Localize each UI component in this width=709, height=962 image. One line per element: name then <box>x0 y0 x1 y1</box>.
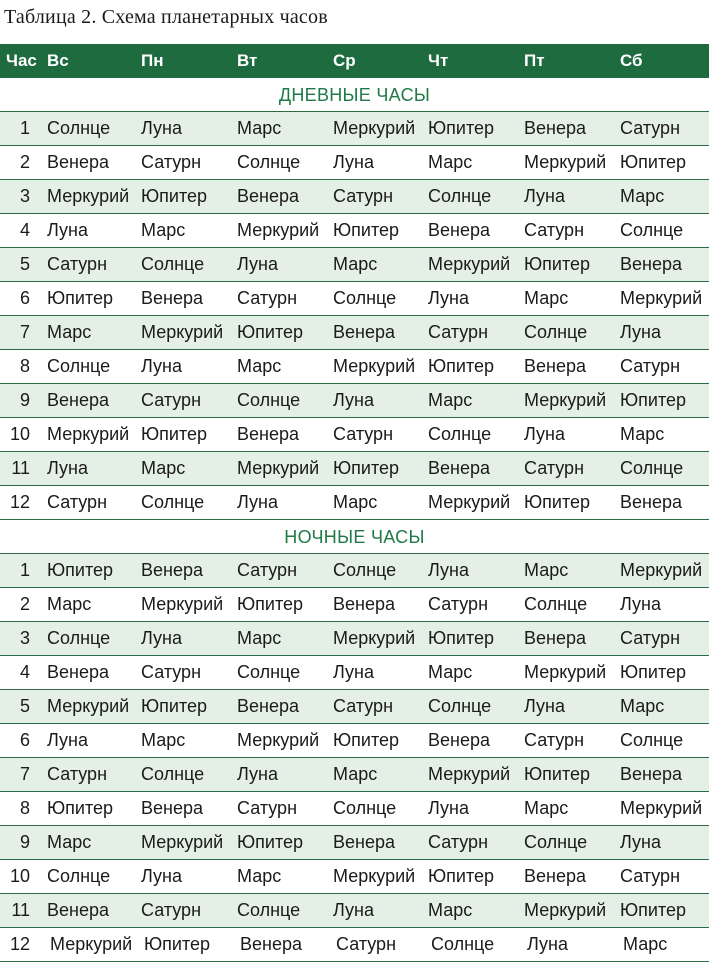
planet-cell: Солнце <box>524 594 588 614</box>
planet-cell: Сатурн <box>620 628 681 648</box>
planet-cell: Марс <box>524 288 569 308</box>
planet-cell: Марс <box>333 492 378 512</box>
planet-cell: Сатурн <box>141 900 202 920</box>
hour-number-cell: 11 <box>11 900 30 920</box>
table-row <box>0 350 709 384</box>
planet-cell: Луна <box>333 900 374 920</box>
planet-cell: Юпитер <box>144 934 211 954</box>
planet-cell: Марс <box>237 628 282 648</box>
planet-cell: Сатурн <box>333 186 394 206</box>
planet-cell: Марс <box>47 832 92 852</box>
planet-cell: Марс <box>237 356 282 376</box>
planet-cell: Солнце <box>524 832 588 852</box>
planet-cell: Солнце <box>620 458 684 478</box>
planet-cell: Венера <box>524 628 586 648</box>
hour-number-cell: 12 <box>9 934 30 954</box>
planet-cell: Луна <box>237 492 278 512</box>
planet-cell: Меркурий <box>141 594 224 614</box>
planet-cell: Меркурий <box>333 866 416 886</box>
planet-cell: Венера <box>47 152 109 172</box>
planet-cell: Венера <box>237 424 299 444</box>
hour-number-cell: 4 <box>19 662 30 682</box>
planet-cell: Юпитер <box>333 220 400 240</box>
planet-cell: Луна <box>524 424 565 444</box>
header-cell-sat: Сб <box>620 51 643 70</box>
planet-cell: Меркурий <box>333 356 416 376</box>
planet-cell: Марс <box>524 798 569 818</box>
planet-cell: Венера <box>428 220 490 240</box>
planet-cell: Солнце <box>47 866 111 886</box>
planet-cell: Луна <box>141 356 182 376</box>
planet-cell: Солнце <box>428 424 492 444</box>
planet-cell: Марс <box>237 118 282 138</box>
planet-cell: Луна <box>620 322 661 342</box>
planet-cell: Юпитер <box>237 594 304 614</box>
planet-cell: Меркурий <box>237 458 320 478</box>
planet-cell: Венера <box>333 322 395 342</box>
planet-cell: Луна <box>428 288 469 308</box>
planet-cell: Сатурн <box>237 798 298 818</box>
table-row <box>0 588 709 622</box>
planet-cell: Марс <box>333 764 378 784</box>
section-label: НОЧНЫЕ ЧАСЫ <box>284 527 425 547</box>
planet-cell: Венера <box>620 764 682 784</box>
planet-cell: Венера <box>47 390 109 410</box>
planet-cell: Меркурий <box>524 152 607 172</box>
planet-cell: Юпитер <box>620 662 687 682</box>
planet-cell: Меркурий <box>620 798 703 818</box>
planet-cell: Меркурий <box>333 118 416 138</box>
planet-cell: Юпитер <box>237 832 304 852</box>
planet-cell: Сатурн <box>524 458 585 478</box>
table-row <box>0 452 709 486</box>
hour-number-cell: 7 <box>19 764 30 784</box>
planet-cell: Меркурий <box>333 628 416 648</box>
planet-cell: Луна <box>141 118 182 138</box>
planet-cell: Луна <box>428 560 469 580</box>
planet-cell: Луна <box>428 798 469 818</box>
planet-cell: Меркурий <box>141 832 224 852</box>
planet-cell: Венера <box>620 492 682 512</box>
table-row <box>0 792 709 826</box>
planet-cell: Меркурий <box>237 220 320 240</box>
hour-number-cell: 10 <box>9 424 30 444</box>
hour-number-cell: 5 <box>19 696 30 716</box>
planet-cell: Юпитер <box>524 492 591 512</box>
planet-cell: Сатурн <box>141 390 202 410</box>
section-header-row <box>0 520 709 554</box>
planet-cell: Сатурн <box>524 730 585 750</box>
planet-cell: Солнце <box>237 662 301 682</box>
hour-number-cell: 12 <box>9 492 30 512</box>
planet-cell: Юпитер <box>524 254 591 274</box>
planet-cell: Юпитер <box>620 900 687 920</box>
planet-cell: Юпитер <box>428 866 495 886</box>
planet-cell: Сатурн <box>141 662 202 682</box>
planet-cell: Юпитер <box>620 152 687 172</box>
hour-number-cell: 5 <box>19 254 30 274</box>
table-body <box>0 78 709 962</box>
header-cell-hour: Час <box>6 51 37 70</box>
planet-cell: Солнце <box>333 560 397 580</box>
table-row <box>0 622 709 656</box>
planet-cell: Меркурий <box>524 662 607 682</box>
planet-cell: Марс <box>47 322 92 342</box>
planet-cell: Сатурн <box>524 220 585 240</box>
section-header-row <box>0 78 709 112</box>
planet-cell: Сатурн <box>47 254 108 274</box>
planet-cell: Луна <box>620 594 661 614</box>
table-row <box>0 180 709 214</box>
hour-number-cell: 11 <box>11 458 30 478</box>
header-cell-wed: Ср <box>333 51 356 70</box>
table-row <box>0 316 709 350</box>
planet-cell: Сатурн <box>237 560 298 580</box>
planet-cell: Марс <box>237 866 282 886</box>
planet-cell: Меркурий <box>524 390 607 410</box>
header-cell-fri: Пт <box>524 51 545 70</box>
planet-cell: Солнце <box>333 798 397 818</box>
planet-cell: Солнце <box>237 390 301 410</box>
planet-cell: Марс <box>428 152 473 172</box>
planet-cell: Сатурн <box>428 594 489 614</box>
table-row <box>0 384 709 418</box>
planet-cell: Венера <box>237 696 299 716</box>
hour-number-cell: 7 <box>19 322 30 342</box>
planet-cell: Марс <box>623 934 668 954</box>
table-row <box>0 248 709 282</box>
table-title: Таблица 2. Схема планетарных часов <box>4 6 328 28</box>
planet-cell: Сатурн <box>620 866 681 886</box>
planet-cell: Сатурн <box>237 288 298 308</box>
planet-cell: Меркурий <box>50 934 133 954</box>
planet-cell: Луна <box>141 866 182 886</box>
planet-cell: Меркурий <box>47 696 130 716</box>
hour-number-cell: 9 <box>19 390 30 410</box>
planet-cell: Луна <box>527 934 568 954</box>
planet-cell: Луна <box>47 458 88 478</box>
table-row <box>0 758 709 792</box>
planet-cell: Юпитер <box>333 730 400 750</box>
planet-cell: Сатурн <box>428 322 489 342</box>
planet-cell: Солнце <box>333 288 397 308</box>
planet-cell: Солнце <box>237 900 301 920</box>
planet-cell: Солнце <box>524 322 588 342</box>
planet-cell: Солнце <box>237 152 301 172</box>
planet-cell: Венера <box>524 356 586 376</box>
planet-cell: Солнце <box>428 696 492 716</box>
planet-cell: Венера <box>428 730 490 750</box>
planetary-hours-table <box>0 44 709 962</box>
planet-cell: Юпитер <box>428 118 495 138</box>
hour-number-cell: 10 <box>9 866 30 886</box>
table-row <box>0 826 709 860</box>
planet-cell: Меркурий <box>620 560 703 580</box>
planet-cell: Юпитер <box>620 390 687 410</box>
planet-cell: Юпитер <box>524 764 591 784</box>
planet-cell: Луна <box>141 628 182 648</box>
hour-number-cell: 9 <box>19 832 30 852</box>
planet-cell: Юпитер <box>47 288 114 308</box>
planet-cell: Юпитер <box>141 424 208 444</box>
hour-number-cell: 6 <box>19 730 30 750</box>
hour-number-cell: 1 <box>19 118 30 138</box>
table-row <box>0 724 709 758</box>
planet-cell: Марс <box>428 662 473 682</box>
planet-cell: Марс <box>428 900 473 920</box>
planet-cell: Венера <box>47 900 109 920</box>
hour-number-cell: 6 <box>19 288 30 308</box>
planet-cell: Меркурий <box>47 186 130 206</box>
planet-cell: Марс <box>428 390 473 410</box>
planet-cell: Марс <box>620 696 665 716</box>
planet-cell: Венера <box>333 832 395 852</box>
planet-cell: Марс <box>141 730 186 750</box>
table-row <box>0 282 709 316</box>
table-row <box>0 214 709 248</box>
planet-cell: Солнце <box>47 356 111 376</box>
hour-number-cell: 2 <box>19 152 30 172</box>
planet-cell: Луна <box>333 662 374 682</box>
planet-cell: Венера <box>620 254 682 274</box>
planet-cell: Солнце <box>620 730 684 750</box>
planet-cell: Марс <box>141 220 186 240</box>
planet-cell: Солнце <box>428 186 492 206</box>
planet-cell: Сатурн <box>336 934 397 954</box>
hour-number-cell: 8 <box>19 356 30 376</box>
header-cell-sun: Вс <box>47 51 69 70</box>
planet-cell: Меркурий <box>47 424 130 444</box>
planet-cell: Юпитер <box>47 798 114 818</box>
planet-cell: Сатурн <box>141 152 202 172</box>
planet-cell: Венера <box>333 594 395 614</box>
planet-cell: Сатурн <box>47 764 108 784</box>
planet-cell: Меркурий <box>524 900 607 920</box>
planet-cell: Солнце <box>431 934 495 954</box>
planet-cell: Марс <box>620 424 665 444</box>
planet-cell: Луна <box>524 186 565 206</box>
planet-cell: Венера <box>524 866 586 886</box>
planet-cell: Венера <box>428 458 490 478</box>
table-row <box>0 112 709 146</box>
planet-cell: Марс <box>47 594 92 614</box>
planet-cell: Луна <box>47 730 88 750</box>
planet-cell: Юпитер <box>141 696 208 716</box>
planet-cell: Меркурий <box>141 322 224 342</box>
planet-cell: Марс <box>333 254 378 274</box>
planet-cell: Солнце <box>47 628 111 648</box>
table-row <box>0 894 709 928</box>
planet-cell: Луна <box>237 254 278 274</box>
planet-cell: Марс <box>141 458 186 478</box>
planet-cell: Сатурн <box>333 696 394 716</box>
planet-cell: Венера <box>240 934 302 954</box>
planet-cell: Солнце <box>141 254 205 274</box>
planet-cell: Марс <box>620 186 665 206</box>
table-row <box>0 554 709 588</box>
planet-cell: Солнце <box>141 492 205 512</box>
planet-cell: Юпитер <box>47 560 114 580</box>
hour-number-cell: 4 <box>19 220 30 240</box>
planet-cell: Венера <box>237 186 299 206</box>
table-row <box>0 690 709 724</box>
planet-cell: Юпитер <box>141 186 208 206</box>
planet-cell: Солнце <box>620 220 684 240</box>
planet-cell: Марс <box>524 560 569 580</box>
planet-cell: Меркурий <box>237 730 320 750</box>
header-cell-tue: Вт <box>237 51 258 70</box>
planet-cell: Луна <box>237 764 278 784</box>
planet-cell: Луна <box>333 152 374 172</box>
planet-cell: Луна <box>333 390 374 410</box>
planet-cell: Меркурий <box>428 492 511 512</box>
planet-cell: Венера <box>141 288 203 308</box>
table-row <box>0 656 709 690</box>
hour-number-cell: 2 <box>19 594 30 614</box>
table-row <box>0 860 709 894</box>
planet-cell: Сатурн <box>47 492 108 512</box>
planet-cell: Луна <box>524 696 565 716</box>
planet-cell: Юпитер <box>333 458 400 478</box>
hour-number-cell: 8 <box>19 798 30 818</box>
planet-cell: Солнце <box>47 118 111 138</box>
planet-cell: Меркурий <box>620 288 703 308</box>
table-row <box>0 418 709 452</box>
planet-cell: Венера <box>47 662 109 682</box>
planet-cell: Юпитер <box>428 628 495 648</box>
planet-cell: Луна <box>620 832 661 852</box>
planet-cell: Юпитер <box>428 356 495 376</box>
table-row <box>0 146 709 180</box>
table-header-row <box>0 44 709 78</box>
planet-cell: Сатурн <box>333 424 394 444</box>
hour-number-cell: 3 <box>19 628 30 648</box>
table-row <box>0 486 709 520</box>
planet-cell: Сатурн <box>428 832 489 852</box>
planet-cell: Меркурий <box>428 764 511 784</box>
planet-cell: Сатурн <box>620 356 681 376</box>
planet-cell: Сатурн <box>620 118 681 138</box>
hour-number-cell: 1 <box>19 560 30 580</box>
planet-cell: Венера <box>524 118 586 138</box>
planet-cell: Венера <box>141 798 203 818</box>
section-label: ДНЕВНЫЕ ЧАСЫ <box>278 85 431 105</box>
planet-cell: Венера <box>141 560 203 580</box>
planet-cell: Луна <box>47 220 88 240</box>
header-cell-mon: Пн <box>141 51 164 70</box>
header-cell-thu: Чт <box>428 51 449 70</box>
hour-number-cell: 3 <box>19 186 30 206</box>
planet-cell: Солнце <box>141 764 205 784</box>
planet-cell: Юпитер <box>237 322 304 342</box>
planet-cell: Меркурий <box>428 254 511 274</box>
table-row <box>0 928 709 962</box>
